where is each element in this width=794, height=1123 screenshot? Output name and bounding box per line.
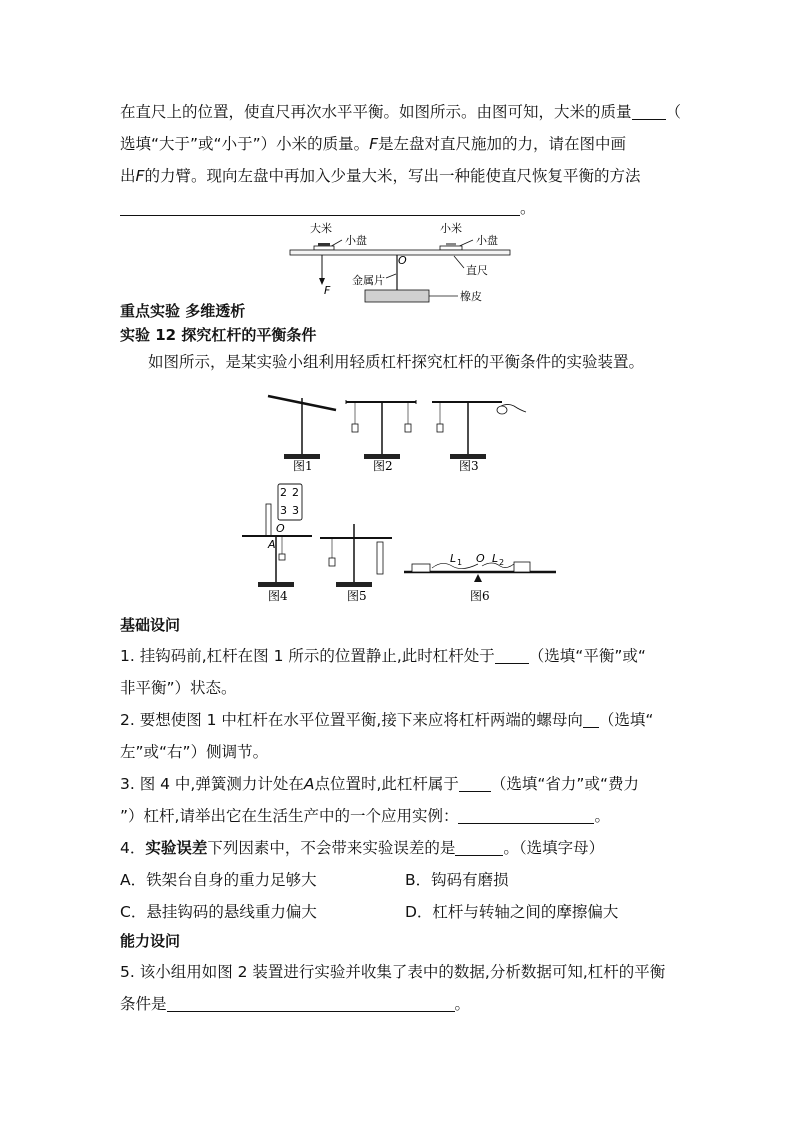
question-text: 。 — [594, 807, 610, 825]
figure-4-scale-number: 3 — [280, 504, 287, 517]
figure-4-pivot-label: O — [276, 522, 285, 535]
question-text: 。 — [454, 995, 471, 1013]
eraser-label: 橡皮 — [460, 290, 482, 303]
rice-pile — [318, 243, 330, 246]
ability-heading: 能力设问 — [120, 932, 181, 950]
intro-text: 在直尺上的位置，使直尺再次水平平衡。如图所示。由图可知，大米的质量 — [120, 103, 632, 121]
balance-figure — [280, 218, 520, 308]
left-plate — [314, 246, 334, 250]
question-text: 。（选填字母） — [503, 839, 605, 857]
answer-blank[interactable] — [632, 104, 666, 120]
eraser — [365, 290, 429, 302]
question-text: 1. 挂钩码前,杠杆在图 1 所示的位置静止,此时杠杆处于 — [120, 647, 495, 665]
question-text: （选填“平衡”或“ — [528, 647, 646, 665]
figure-4-scale-number: 2 — [280, 486, 287, 499]
millet-pile — [446, 243, 456, 246]
intro-line-1 — [120, 102, 681, 122]
figure-6-label: 图6 — [470, 589, 490, 603]
point-variable: A — [303, 775, 315, 793]
figure-4 — [242, 484, 312, 603]
figure-6-l2-subscript: 2 — [499, 558, 505, 567]
answer-blank[interactable] — [495, 648, 529, 664]
question-3-line-2 — [120, 806, 610, 826]
rice-label: 大米 — [310, 222, 332, 235]
question-1-line-2: 非平衡”）状态。 — [120, 679, 237, 697]
intro-text: 是左盘对直尺施加的力，请在图中画 — [378, 135, 627, 153]
answer-blank[interactable] — [120, 200, 520, 216]
section-title: 重点实验 多维透析 — [120, 302, 246, 320]
experiment-description: 如图所示，是某实验小组利用轻质杠杆探究杠杆的平衡条件的实验装置。 — [148, 353, 645, 371]
ruler-label: 直尺 — [466, 264, 488, 277]
figure-6-l1-label: L — [450, 552, 457, 565]
figure-4-scale-number: 3 — [292, 504, 299, 517]
question-text: （选填“ — [598, 711, 654, 729]
option-c[interactable]: C．悬挂钩码的悬线重力偏大 — [120, 903, 317, 921]
figure-1-label: 图1 — [293, 459, 313, 473]
figure-4-point-a-label: A — [268, 538, 276, 551]
question-5-line-2 — [120, 994, 470, 1014]
answer-blank[interactable] — [455, 840, 503, 856]
lever-figures-row-2 — [232, 478, 562, 604]
figure-4-label: 图4 — [268, 589, 288, 603]
option-b[interactable]: B．钩码有磨损 — [405, 871, 509, 889]
basic-heading: 基础设问 — [120, 616, 181, 634]
figure-5-label: 图5 — [347, 589, 367, 603]
intro-text: 选填“大于”或“小于”）小米的质量。 — [120, 135, 370, 153]
intro-line-2 — [120, 134, 626, 154]
figure-6-pivot-label: O — [476, 552, 485, 565]
question-4 — [120, 838, 604, 858]
lever-figures-row-1 — [262, 388, 532, 476]
intro-line-4 — [120, 198, 536, 218]
plate-left-label: 小盘 — [345, 234, 367, 247]
question-number: 4． — [120, 839, 146, 857]
question-2-line-2: 左”或“右”）侧调节。 — [120, 743, 269, 761]
figure-6-l1-subscript: 1 — [457, 558, 463, 567]
figure-1 — [268, 396, 336, 473]
experiment-title: 实验 12 探究杠杆的平衡条件 — [120, 326, 317, 344]
force-variable: F — [369, 135, 379, 153]
question-text: 条件是 — [120, 995, 167, 1013]
option-d[interactable]: D．杠杆与转轴之间的摩擦偏大 — [405, 903, 619, 921]
question-text: ”）杠杆,请举出它在生活生产中的一个应用实例： — [120, 807, 459, 825]
figure-2 — [346, 400, 416, 473]
figure-6-l2-label: L — [492, 552, 499, 565]
question-text: 2. 要想使图 1 中杠杆在水平位置平衡,接下来应将杠杆两端的螺母向 — [120, 711, 583, 729]
intro-line-3 — [120, 166, 640, 186]
pivot-label: O — [398, 254, 407, 267]
question-2-line-1 — [120, 710, 653, 730]
force-label: F — [324, 284, 331, 297]
millet-label: 小米 — [440, 222, 462, 235]
figure-3-label: 图3 — [459, 459, 479, 473]
figure-2-label: 图2 — [373, 459, 393, 473]
intro-text: 出 — [120, 167, 136, 185]
force-variable: F — [135, 167, 145, 185]
question-1-line-1 — [120, 646, 646, 666]
figure-6 — [404, 552, 556, 603]
figure-3 — [432, 402, 526, 473]
answer-blank[interactable] — [167, 996, 455, 1012]
question-tag: 实验误差 — [145, 839, 208, 857]
figure-5 — [320, 524, 392, 603]
option-a[interactable]: A．铁架台自身的重力足够大 — [120, 871, 317, 889]
question-5-line-1: 5. 该小组用如图 2 装置进行实验并收集了表中的数据,分析数据可知,杠杆的平衡 — [120, 963, 666, 981]
plate-right-label: 小盘 — [476, 234, 498, 247]
answer-blank[interactable] — [458, 808, 594, 824]
figure-4-scale-number: 2 — [292, 486, 299, 499]
question-text: 3. 图 4 中,弹簧测力计处在 — [120, 775, 304, 793]
question-text: 点位置时,此杠杆属于 — [314, 775, 459, 793]
intro-text: 。 — [520, 199, 536, 217]
intro-text: 的力臂。现向左盘中再加入少量大米，写出一种能使直尺恢复平衡的方法 — [144, 167, 641, 185]
question-text: 下列因素中，不会带来实验误差的是 — [207, 839, 456, 857]
question-3-line-1 — [120, 774, 639, 794]
intro-text: （ — [665, 103, 682, 121]
answer-blank[interactable] — [459, 776, 491, 792]
question-text: （选填“省力”或“费力 — [490, 775, 639, 793]
answer-blank[interactable] — [583, 712, 599, 728]
metal-label: 金属片 — [352, 274, 385, 287]
right-plate — [440, 246, 462, 250]
